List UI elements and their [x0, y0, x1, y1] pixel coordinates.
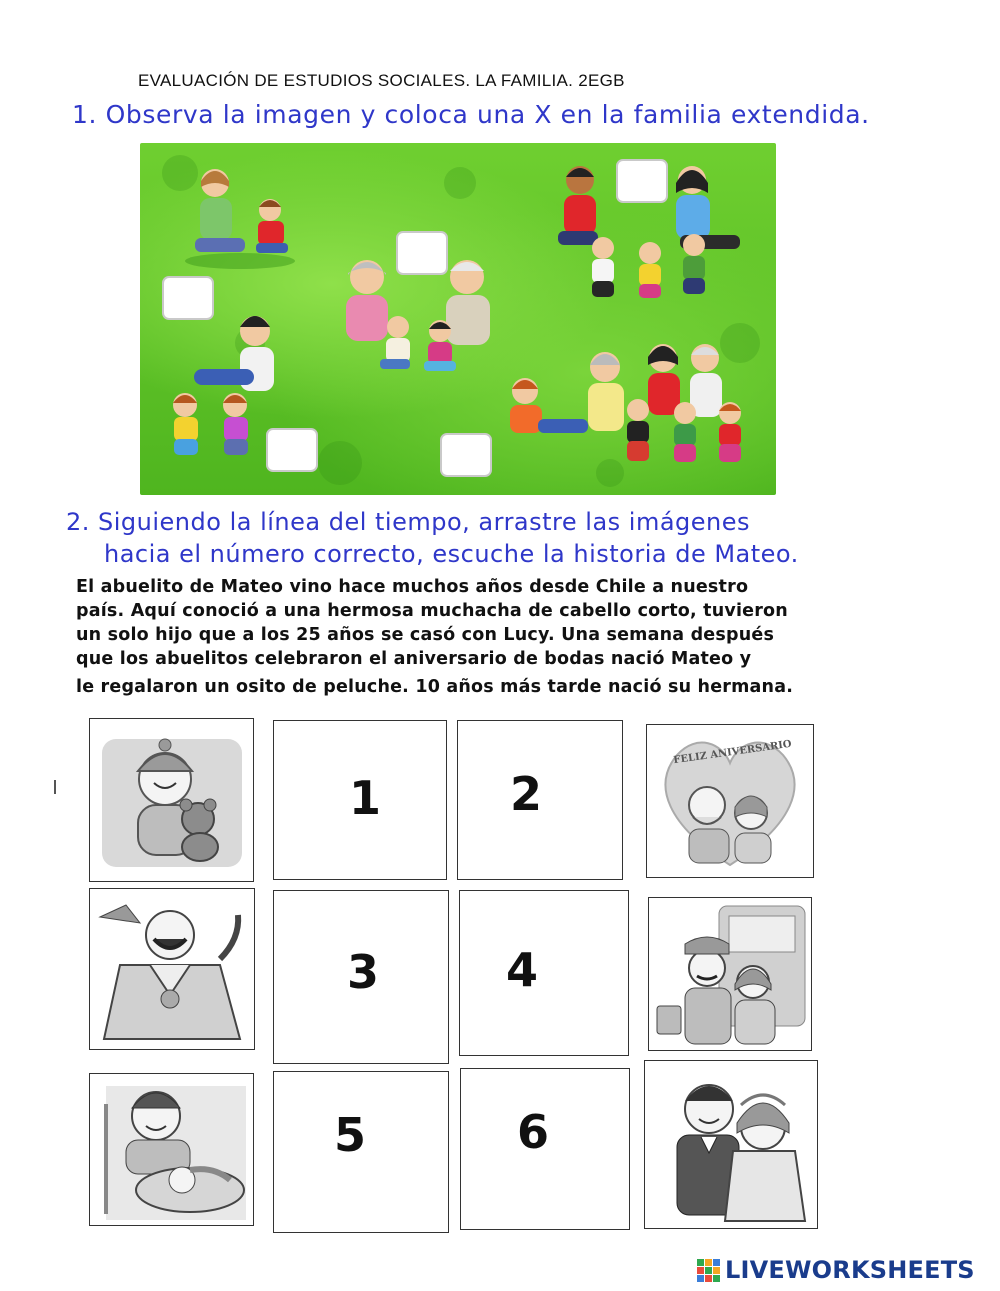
grandpa-in-poncho-icon	[90, 889, 254, 1049]
answer-box-family-3[interactable]	[616, 159, 668, 203]
brand-text: LIVEWORKSHEETS	[725, 1256, 975, 1284]
family-group-father-kids	[173, 316, 274, 455]
timeline-number-3: 3	[347, 945, 380, 999]
brand-logo	[697, 1256, 975, 1284]
baby-with-teddy-icon	[90, 719, 253, 881]
timeline-number-4: 4	[506, 943, 539, 997]
liveworksheets-logo-icon	[697, 1259, 721, 1283]
family-group-mother-child	[185, 169, 295, 269]
story-line: le regalaron un osito de peluche. 10 años más tarde nació su hermana.	[76, 677, 794, 697]
timeline-number-5: 5	[334, 1108, 367, 1162]
story-line: país. Aquí conoció a una hermosa muchacha de cabello corto, tuvieron	[76, 601, 788, 621]
answer-box-family-2[interactable]	[396, 231, 448, 275]
drop-box-2[interactable]	[457, 720, 623, 880]
family-group-extended	[510, 344, 741, 462]
drop-box-5[interactable]	[273, 1071, 449, 1233]
timeline-number-1: 1	[349, 771, 382, 825]
story-line: que los abuelitos celebraron el aniversario de bodas nació Mateo y	[76, 649, 752, 669]
worksheet-header: EVALUACIÓN DE ESTUDIOS SOCIALES. LA FAMILIA. 2EGB	[138, 71, 625, 90]
drag-image-father-baby[interactable]	[89, 1073, 254, 1226]
family-scene-image	[140, 143, 776, 495]
drop-box-4[interactable]	[459, 890, 629, 1056]
answer-box-family-5[interactable]	[440, 433, 492, 477]
drag-image-couple-bus[interactable]	[648, 897, 812, 1051]
drag-image-wedding[interactable]	[644, 1060, 818, 1229]
anniversary-banner-text: FELIZ ANIVERSARIO	[672, 738, 793, 767]
drag-image-baby-teddy[interactable]	[89, 718, 254, 882]
drop-box-3[interactable]	[273, 890, 449, 1064]
question-1: 1. Observa la imagen y coloca una X en la familia extendida.	[72, 100, 870, 129]
margin-mark	[54, 780, 56, 794]
father-with-baby-icon	[90, 1074, 253, 1225]
drag-image-grandpa-poncho[interactable]	[89, 888, 255, 1050]
young-couple-bus-icon	[649, 898, 811, 1050]
timeline-number-6: 6	[517, 1105, 550, 1159]
answer-box-family-4[interactable]	[266, 428, 318, 472]
question-2-line-1: 2. Siguiendo la línea del tiempo, arrastre las imágenes	[66, 508, 751, 536]
story-line: un solo hijo que a los 25 años se casó con Lucy. Una semana después	[76, 625, 775, 645]
family-group-grandparents	[346, 260, 490, 371]
drag-image-anniversary[interactable]	[646, 724, 814, 878]
timeline-number-2: 2	[510, 767, 543, 821]
drop-box-1[interactable]	[273, 720, 447, 880]
drop-box-6[interactable]	[460, 1068, 630, 1230]
answer-box-family-1[interactable]	[162, 276, 214, 320]
wedding-couple-icon	[645, 1061, 817, 1228]
question-2	[66, 506, 799, 570]
question-2-line-2: hacia el número correcto, escuche la historia de Mateo.	[104, 540, 799, 568]
mateo-story	[76, 575, 793, 699]
story-line: El abuelito de Mateo vino hace muchos años desde Chile a nuestro	[76, 577, 749, 597]
